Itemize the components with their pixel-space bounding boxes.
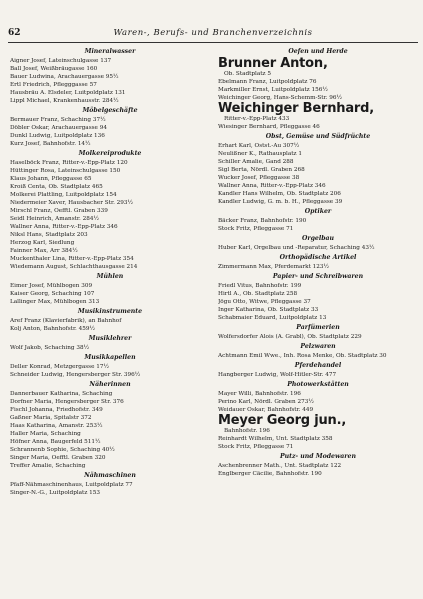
section-heading: Pferdehandel [294, 362, 342, 369]
directory-entry: Stock Fritz, Pfleggasse 71 [218, 226, 294, 232]
directory-entry: Haselböck Franz, Ritter-v.-Epp-Platz 120 [10, 160, 128, 166]
directory-entry: Bermauer Franz, Schaching 37½ [10, 117, 106, 123]
directory-entry: Kroiß Centa, Ob. Stadtplatz 465 [10, 184, 103, 190]
section-heading: Musiklehrer [88, 335, 132, 342]
directory-entry: Klaus Johann, Pfleggasse 65 [10, 176, 92, 182]
section-heading: Möbelgeschäfte [82, 107, 138, 114]
directory-entry: Aschenbrenner Math., Unt. Stadtplatz 122 [218, 463, 342, 469]
featured-advertiser-address: Ritter-v.-Epp-Platz 433 [224, 116, 290, 122]
section-heading: Nähmaschinen [84, 472, 136, 479]
section-heading: Musikinstrumente [77, 308, 143, 315]
directory-entry: Ball Josef, Weißbräugasse 160 [10, 66, 98, 72]
directory-entry: Molkerei Plattling, Luitpoldplatz 154 [10, 192, 117, 198]
page-header [8, 28, 418, 43]
directory-entry: Achtmann Emil Wwe., Inh. Rosa Menke, Ob. Stadtplatz 30 [218, 353, 387, 359]
running-title: Waren-, Berufs- und Branchenverzeichnis [113, 28, 313, 38]
featured-advertiser-name: Weichinger Bernhard, [218, 101, 374, 116]
directory-entry: Hüttinger Rosa, Lateinschulgasse 150 [10, 168, 121, 174]
right-column [218, 46, 418, 478]
directory-entry: Kaiser Georg, Schaching 107 [10, 291, 95, 297]
directory-entry: Kandler Hans Wilhelm, Ob. Stadtplatz 206 [218, 191, 341, 197]
directory-entry: Pfaff-Nähmaschinenhaus, Luitpoldplatz 77 [10, 482, 133, 488]
directory-entry: Aref Franz (Klavierfabrik), an Bahnhof [10, 318, 122, 324]
directory-entry: Dorfner Maria, Hengersberger Str. 376 [10, 399, 124, 405]
directory-entry: Fischl Johanna, Friedhofstr. 349 [10, 407, 103, 413]
directory-entry: Aigner Josef, Lateinschulgasse 137 [10, 58, 112, 64]
featured-advertiser-name: Meyer Georg jun., [218, 413, 347, 428]
directory-entry: Neulißner K., Rathausplatz 1 [218, 151, 302, 157]
directory-entry: Kurz Josef, Bahnhofstr. 14½ [10, 141, 91, 147]
section-heading: Mühlen [96, 273, 124, 280]
directory-entry: Friedl Vitus, Bahnhofstr. 199 [218, 283, 302, 289]
section-heading: Papier- und Schreibwaren [272, 273, 364, 280]
directory-entry: Kandler Ludwig, G. m. b. H., Pfleggasse 39 [218, 199, 343, 205]
directory-entry: Hangberger Ludwig, Wolf-Hitler-Str. 477 [218, 372, 337, 378]
directory-entry: Seidl Heinrich, Amanstr. 284½ [10, 216, 99, 222]
directory-entry: Herzog Karl, Siedlung [10, 240, 75, 246]
directory-entry: Wolfersdorfer Alois (A. Grabl), Ob. Stadtplatz 229 [218, 334, 362, 340]
section-heading: Photowerkstätten [287, 381, 349, 388]
directory-entry: Wucker Josef, Pfleggasse 38 [218, 175, 300, 181]
directory-entry: Hausbräu A. Elsdeler, Luitpoldplatz 131 [10, 90, 126, 96]
section-heading: Orgelbau [301, 235, 335, 242]
directory-entry: Wiesinger Bernhard, Pfleggasse 46 [218, 124, 320, 130]
directory-entry: Fainner Max, Arr 384½ [10, 248, 78, 254]
directory-entry: Englberger Cäcilie, Bahnhofstr. 190 [218, 471, 322, 477]
section-heading: Optiker [304, 208, 332, 215]
directory-entry: Schrannenb Sophie, Schaching 40½ [10, 447, 115, 453]
left-column [10, 46, 210, 497]
section-heading: Näherinnen [89, 381, 131, 388]
directory-entry: Höfner Anna, Baugerfeld 511½ [10, 439, 101, 445]
directory-entry: Wiedemann August, Schlachthausgasse 214 [10, 264, 138, 270]
page-number: 62 [8, 28, 21, 38]
directory-entry: Erhart Karl, Ostst.-Au 307½ [218, 143, 300, 149]
directory-entry: Inger Katharina, Ob. Stadtplatz 33 [218, 307, 319, 313]
directory-entry: Weidauer Oskar, Bahnhofstr. 449 [218, 407, 314, 413]
directory-entry: Niedermeier Xaver, Hausbacher Str. 293½ [10, 200, 134, 206]
directory-entry: Haas Katharina, Amanstr. 253½ [10, 423, 103, 429]
directory-entry: Döbler Oskar, Arachauergasse 94 [10, 125, 107, 131]
section-heading: Molkereiprodukte [78, 150, 142, 157]
directory-entry: Lallinger Max, Mühlbogen 313 [10, 299, 100, 305]
directory-entry: Eimer Josef, Mühlbogen 309 [10, 283, 93, 289]
directory-entry: Lippl Michael, Krankenhausstr. 284½ [10, 98, 119, 104]
directory-entry: Wolf Jakob, Schaching 38½ [10, 345, 90, 351]
directory-entry: Haller Maria, Schaching [10, 431, 81, 437]
directory-entry: Perino Karl, Nördl. Graben 273½ [218, 399, 314, 405]
directory-entry: Hirtl A., Ob. Stadtplatz 258 [218, 291, 298, 297]
directory-entry: Sigl Berta, Nördl. Graben 268 [218, 167, 305, 173]
directory-entry: Singer-N.-G., Luitpoldplatz 153 [10, 490, 100, 496]
directory-entry: Zimmermann Max, Pferdemarkt 123½ [218, 264, 330, 270]
directory-entry: Reinhardt Wilhelm, Unt. Stadtplatz 358 [218, 436, 333, 442]
directory-entry: Schiller Amalie, Gand 288 [218, 159, 294, 165]
featured-advertiser-name: Brunner Anton, [218, 56, 328, 71]
directory-entry: Markmiller Ernst, Luitpoldplatz 156½ [218, 87, 328, 93]
section-heading: Obst, Gemüse und Südfrüchte [265, 133, 371, 140]
directory-entry: Deller Konrad, Metzgergasse 17½ [10, 364, 109, 370]
featured-advertiser-address: Ob. Stadtplatz 5 [224, 71, 271, 77]
directory-entry: Niksl Hans, Stadtplatz 203 [10, 232, 88, 238]
directory-entry: Huber Karl, Orgelbau und -Reparatur, Schaching 43½ [218, 245, 375, 251]
section-heading: Mineralwasser [84, 48, 136, 55]
directory-entry: Mirschl Franz, Oefftl. Graben 339 [10, 208, 108, 214]
section-heading: Orthopädische Artikel [279, 254, 357, 261]
directory-entry: Schabmaier Eduard, Luitpoldplatz 13 [218, 315, 327, 321]
directory-entry: Ebelmann Franz, Luitpoldplatz 76 [218, 79, 317, 85]
directory-entry: Singer Maria, Oefftl. Graben 320 [10, 455, 106, 461]
section-heading: Oefen und Herde [288, 48, 348, 55]
section-heading: Pelzwaren [300, 343, 336, 350]
directory-entry: Bauer Ludwina, Arachauergasse 95½ [10, 74, 119, 80]
directory-entry: Gaßner Maria, Spitalstr 372 [10, 415, 92, 421]
directory-entry: Kolj Anton, Bahnhofstr. 459½ [10, 326, 96, 332]
directory-entry: Weichinger Georg, Hans-Schemm-Str. 96½ [218, 95, 343, 101]
section-heading: Musikkapellen [84, 354, 136, 361]
directory-entry: Ertl Friedrich, Pflegggasse 57 [10, 82, 97, 88]
directory-entry: Jögu Otto, Witwe, Pfleggasse 37 [218, 299, 311, 305]
directory-entry: Dunkl Ludwig, Luitpoldplatz 136 [10, 133, 105, 139]
directory-entry: Muckenthaler Lina, Ritter-v.-Epp-Platz 354 [10, 256, 134, 262]
directory-entry: Wallner Anna, Ritter-v.-Epp-Platz 346 [10, 224, 118, 230]
directory-entry: Bäcker Franz, Bahnhofstr. 190 [218, 218, 307, 224]
directory-entry: Mayer Willi, Bahnhofstr. 196 [218, 391, 301, 397]
directory-entry: Wallner Anna, Ritter-v.-Epp-Platz 346 [218, 183, 326, 189]
directory-entry: Schneider Ludwig, Hengersberger Str. 396½ [10, 372, 141, 378]
section-heading: Parfümerien [296, 324, 340, 331]
directory-entry: Stock Fritz, Pfleggasse 71 [218, 444, 294, 450]
directory-entry: Treffer Amalie, Schaching [10, 463, 86, 469]
directory-entry: Dannerbauer Katharina, Schaching [10, 391, 113, 397]
featured-advertiser-address: Bahnhofstr. 196 [224, 428, 270, 434]
section-heading: Putz- und Modewaren [280, 453, 356, 460]
